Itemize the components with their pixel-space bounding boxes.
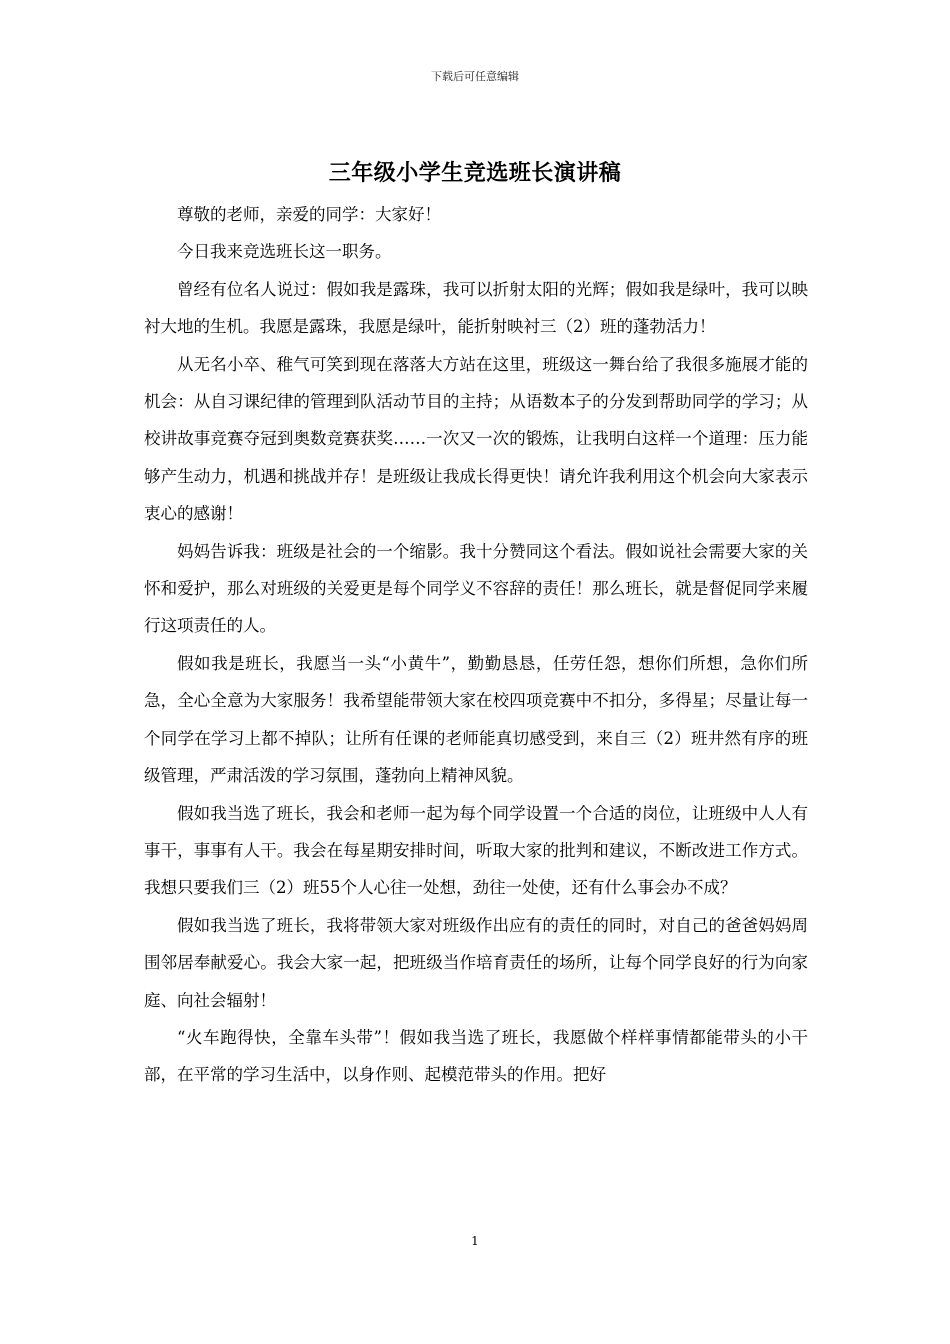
document-body [144,196,808,1094]
paragraph-society: 妈妈告诉我：班级是社会的一个缩影。我十分赞同这个看法。假如说社会需要大家的关怀和爱护，那么对班级的关爱更是每个同学义不容辞的责任！那么班长，就是督促同学来履行这项责任的人。 [144,541,808,636]
paragraph-leadership: “火车跑得快，全靠车头带”！假如我当选了班长，我愿做个样样事情都能带头的小干部，在平常的学习生活中，以身作则、起模范带头的作用。把好 [144,1027,808,1085]
header-note: 下载后可任意编辑 [431,70,519,83]
document-title: 三年级小学生竞选班长演讲稿 [328,161,622,186]
paragraph-quote: 曾经有位名人说过：假如我是露珠，我可以折射太阳的光辉；假如我是绿叶，我可以映衬大地的生机。我愿是露珠，我愿是绿叶，能折射映衬三（2）班的蓬勃活力！ [144,279,808,337]
paragraph-responsibility: 假如我当选了班长，我将带领大家对班级作出应有的责任的同时，对自己的爸爸妈妈周围邻居奉献爱心。我会大家一起，把班级当作培育责任的场所，让每个同学良好的行为向家庭、向社会辐射！ [144,915,808,1010]
paragraph-growth: 从无名小卒、稚气可笑到现在落落大方站在这里，班级这一舞台给了我很多施展才能的机会：从自习课纪律的管理到队活动节目的主持；从语数本子的分发到帮助同学的学习；从校讲故事竞赛夺冠到奥数竞赛获奖……一次又一次的锻炼，让我明白这样一个道理：压力能够产生动力，机遇和挑战并存！是班级让我成长得更快！请允许我利用这个机会向大家表示衷心的感谢！ [144,354,808,524]
paragraph-if-monitor: 假如我是班长，我愿当一头“小黄牛”，勤勤恳恳，任劳任怨，想你们所想，急你们所急，全心全意为大家服务！我希望能带领大家在校四项竞赛中不扣分，多得星；尽量让每一个同学在学习上都不掉队；让所有任课的老师能真切感受到，来自三（2）班井然有序的班级管理，严肃活泼的学习氛围，蓬勃向上精神风貌。 [144,653,808,786]
paragraph-intro: 今日我来竞选班长这一职务。 [177,242,392,262]
page-number: 1 [471,1234,479,1248]
paragraph-roles: 假如我当选了班长，我会和老师一起为每个同学设置一个合适的岗位，让班级中人人有事干，事事有人干。我会在每星期安排时间，听取大家的批判和建议，不断改进工作方式。我想只要我们三（2）班55个人心往一处想，劲往一处使，还有什么事会办不成？ [144,803,808,898]
paragraph-greeting: 尊敬的老师，亲爱的同学：大家好！ [177,205,441,224]
